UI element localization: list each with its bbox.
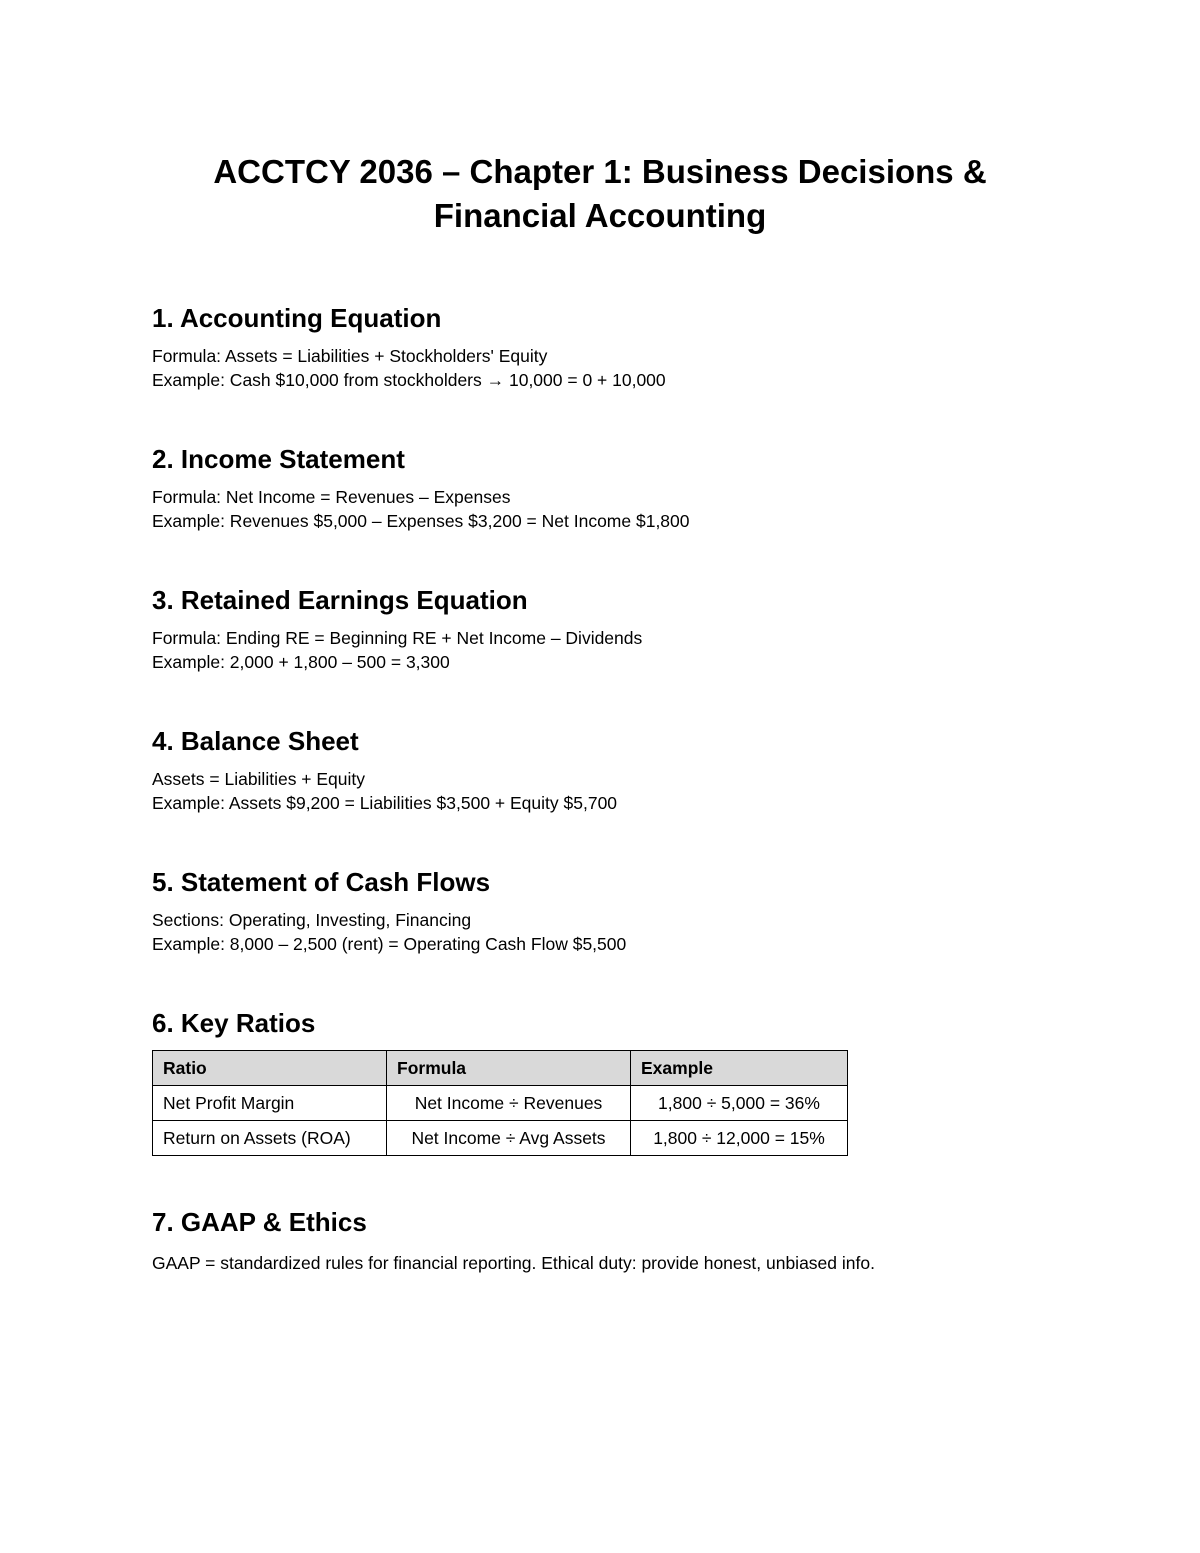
- formula-cell: Net Income ÷ Avg Assets: [387, 1121, 631, 1156]
- formula-line: Formula: Assets = Liabilities + Stockholders' Equity: [152, 346, 548, 366]
- title-line-2: Financial Accounting: [433, 197, 767, 234]
- table-header-row: [153, 1051, 848, 1086]
- formula-line: Formula: Net Income = Revenues – Expenses: [152, 487, 511, 507]
- column-header-formula: Formula: [387, 1051, 631, 1086]
- section-retained-earnings: [152, 584, 1112, 674]
- column-header-example: Example: [631, 1051, 848, 1086]
- section-heading: 7. GAAP & Ethics: [152, 1207, 367, 1237]
- column-header-ratio: Ratio: [153, 1051, 387, 1086]
- example-cell: 1,800 ÷ 5,000 = 36%: [631, 1086, 848, 1121]
- section-heading: 5. Statement of Cash Flows: [152, 867, 491, 897]
- example-line: Example: Assets $9,200 = Liabilities $3,500 + Equity $5,700: [152, 793, 618, 813]
- example-line: Example: 2,000 + 1,800 – 500 = 3,300: [152, 652, 450, 672]
- section-heading: 4. Balance Sheet: [152, 726, 359, 756]
- formula-line: Assets = Liabilities + Equity: [152, 769, 366, 789]
- section-heading: 3. Retained Earnings Equation: [152, 585, 528, 615]
- section-balance-sheet: [152, 725, 1112, 815]
- section-accounting-equation: [152, 302, 1112, 392]
- title-line-1: ACCTCY 2036 – Chapter 1: Business Decisions &: [213, 153, 987, 190]
- section-heading: 2. Income Statement: [152, 444, 405, 474]
- ratio-cell: Net Profit Margin: [153, 1086, 387, 1121]
- section-key-ratios: [152, 1007, 1112, 1039]
- sections-line: Sections: Operating, Investing, Financing: [152, 910, 472, 930]
- section-heading: 1. Accounting Equation: [152, 303, 442, 333]
- example-line: Example: 8,000 – 2,500 (rent) = Operating Cash Flow $5,500: [152, 934, 627, 954]
- section-income-statement: [152, 443, 1112, 533]
- ratio-cell: Return on Assets (ROA): [153, 1121, 387, 1156]
- page-title: [100, 150, 1100, 238]
- section-heading: 6. Key Ratios: [152, 1008, 316, 1038]
- example-cell: 1,800 ÷ 12,000 = 15%: [631, 1121, 848, 1156]
- section-gaap-ethics: [152, 1206, 1112, 1275]
- gaap-description: GAAP = standardized rules for financial reporting. Ethical duty: provide honest, unbiased info.: [152, 1253, 875, 1273]
- table-row: [153, 1086, 848, 1121]
- key-ratios-table: [152, 1050, 848, 1156]
- table-row: [153, 1121, 848, 1156]
- formula-line: Formula: Ending RE = Beginning RE + Net Income – Dividends: [152, 628, 643, 648]
- formula-cell: Net Income ÷ Revenues: [387, 1086, 631, 1121]
- example-line: Example: Revenues $5,000 – Expenses $3,200 = Net Income $1,800: [152, 511, 690, 531]
- section-cash-flows: [152, 866, 1112, 956]
- example-line: Example: Cash $10,000 from stockholders → 10,000 = 0 + 10,000: [152, 370, 666, 390]
